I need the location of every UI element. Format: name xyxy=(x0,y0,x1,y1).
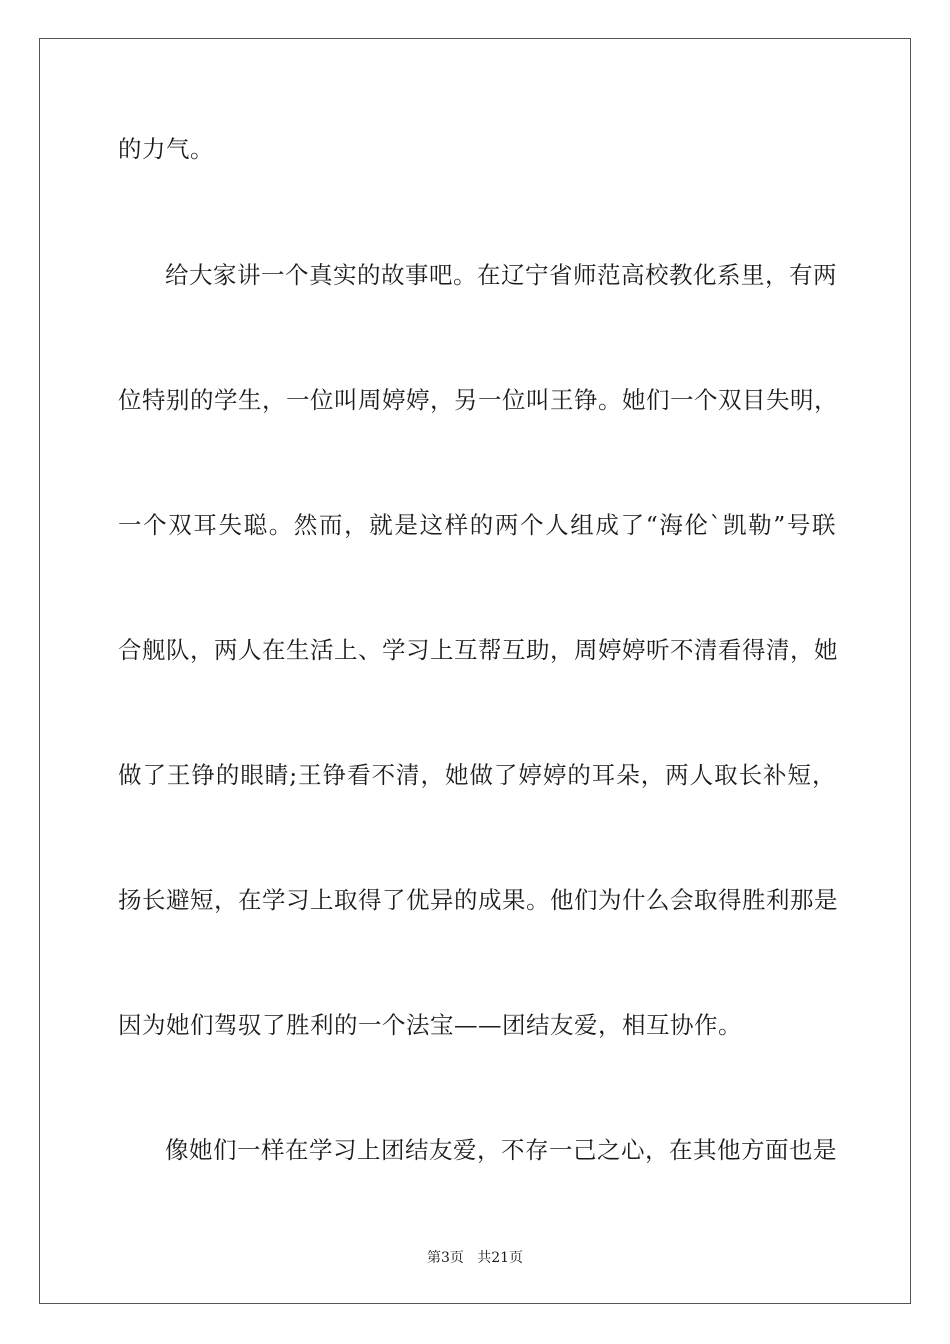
text-line: 一个双耳失聪。然而，就是这样的两个人组成了“海伦`凯勒”号联 xyxy=(118,511,836,539)
text-line: 做了王铮的眼睛;王铮看不清，她做了婷婷的耳朵，两人取长补短， xyxy=(118,761,836,789)
paragraph-first-line: 像她们一样在学习上团结友爱，不存一己之心，在其他方面也是 xyxy=(165,1136,837,1164)
text-line: 合舰队，两人在生活上、学习上互帮互助，周婷婷听不清看得清，她 xyxy=(118,636,838,664)
text-line: 位特别的学生，一位叫周婷婷，另一位叫王铮。她们一个双目失明， xyxy=(118,386,838,414)
page-number: 第3页 共21页 xyxy=(426,1250,524,1266)
text-line: 的力气。 xyxy=(118,135,214,163)
page-frame xyxy=(39,38,911,1304)
text-line: 扬长避短，在学习上取得了优异的成果。他们为什么会取得胜利那是 xyxy=(118,886,838,914)
text-line: 因为她们驾驭了胜利的一个法宝——团结友爱，相互协作。 xyxy=(118,1011,742,1039)
paragraph-first-line: 给大家讲一个真实的故事吧。在辽宁省师范高校教化系里，有两 xyxy=(165,261,837,289)
